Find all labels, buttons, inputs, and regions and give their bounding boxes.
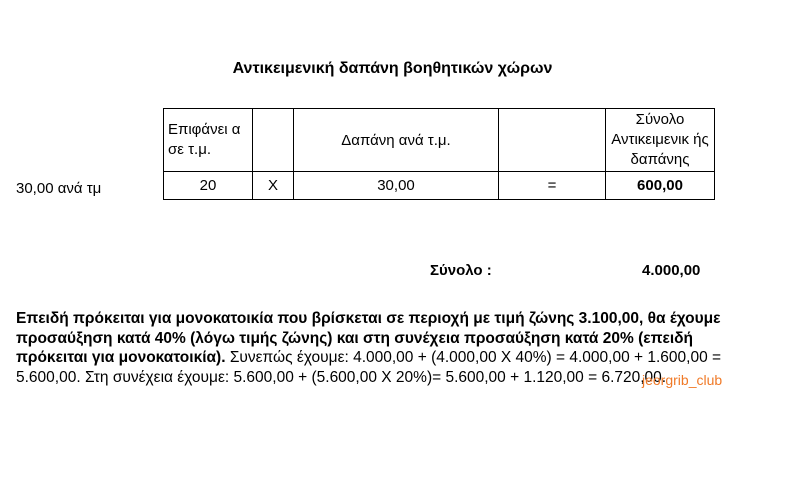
cell-total: 600,00	[606, 172, 715, 200]
header-total: Σύνολο Αντικειμενικ ής δαπάνης	[606, 109, 715, 172]
cell-equals: =	[499, 172, 606, 200]
cell-times: X	[253, 172, 294, 200]
header-area: Επιφάνει α σε τ.μ.	[164, 109, 253, 172]
table-row	[164, 172, 715, 200]
header-cost-per-sqm: Δαπάνη ανά τ.μ.	[294, 109, 499, 172]
header-empty-2	[499, 109, 606, 172]
explanation-paragraph	[16, 309, 751, 387]
cell-area: 20	[164, 172, 253, 200]
paragraph-bold-text: Επειδή πρόκειται για μονοκατοικία που βρίσκεται σε περιοχή με τιμή ζώνης 3.100,00, θα έχουμε προσαύξηση κατά 40% (λόγω τιμής ζώνης) και στη συνέχεια προσαύξηση κατά 20% (επειδή πρόκειται για μονοκατοικία).	[16, 310, 721, 367]
cost-table	[163, 108, 715, 200]
watermark: jeorgrib_club	[642, 372, 723, 388]
cell-cost: 30,00	[294, 172, 499, 200]
page-title: Αντικειμενική δαπάνη βοηθητικών χώρων	[232, 60, 553, 77]
paragraph-normal-text: Συνεπώς έχουμε: 4.000,00 + (4.000,00 Χ 40%) = 4.000,00 + 1.600,00 = 5.600,00. Στη συνέχεια έχουμε: 5.600,00 + (5.600,00 Χ 20%)= 5.600,00 + 1.120,00 = 6.720,00.	[16, 349, 722, 386]
row-label: 30,00 ανά τμ	[16, 180, 102, 197]
header-empty-1	[253, 109, 294, 172]
sum-value: 4.000,00	[642, 262, 701, 279]
table-header-row	[164, 109, 715, 172]
sum-label: Σύνολο :	[430, 262, 492, 279]
